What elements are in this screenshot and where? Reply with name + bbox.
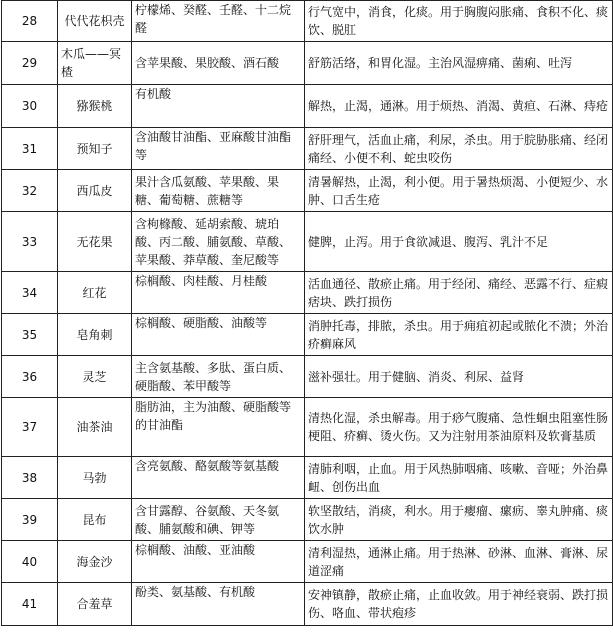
herb-name: 无花果 (58, 212, 132, 272)
herb-name: 合羞草 (58, 583, 132, 626)
row-number: 36 (2, 356, 58, 398)
herb-components: 棕榈酸、肉桂酸、月桂酸 (132, 272, 305, 314)
row-number: 34 (2, 272, 58, 314)
herb-components: 柠檬烯、癸醛、壬醛、十二烷醛 (132, 1, 305, 42)
row-number: 41 (2, 583, 58, 626)
row-number: 35 (2, 314, 58, 356)
row-number: 38 (2, 457, 58, 499)
herb-components: 棕榈酸、硬脂酸、油酸等 (132, 314, 305, 356)
herb-name: 昆布 (58, 499, 132, 541)
herb-effects: 软坚散结，消痰，利水。用于瘿瘤、瘰疬、睾丸肿痛、痰饮水肿 (305, 499, 613, 541)
row-number: 28 (2, 1, 58, 42)
row-number: 32 (2, 170, 58, 212)
herb-name: 马勃 (58, 457, 132, 499)
table-row (2, 1, 613, 42)
herb-name: 代代花枳壳 (58, 1, 132, 42)
herb-components: 棕榈酸、油酸、亚油酸 (132, 541, 305, 583)
table-row (2, 583, 613, 626)
herb-components: 主含氨基酸、多肽、蛋白质、硬脂酸、苯甲酸等 (132, 356, 305, 398)
herb-components: 果汁含瓜氨酸、苹果酸、果糖、葡萄糖、蔗糖等 (132, 170, 305, 212)
herb-name: 红花 (58, 272, 132, 314)
row-number: 29 (2, 42, 58, 85)
herb-effects: 滋补强壮。用于健脑、消炎、利尿、益肾 (305, 356, 613, 398)
herb-name: 木瓜——冥楂 (58, 42, 132, 85)
herb-components: 含油酸甘油酯、亚麻酸甘油酯等 (132, 128, 305, 170)
herb-name: 西瓜皮 (58, 170, 132, 212)
herb-name: 皂角刺 (58, 314, 132, 356)
herb-effects: 消肿托毒，排脓，杀虫。用于痈疽初起或脓化不溃；外治疥癣麻风 (305, 314, 613, 356)
herb-components: 含苹果酸、果胶酸、酒石酸 (132, 42, 305, 85)
table-row (2, 85, 613, 128)
herb-name: 海金沙 (58, 541, 132, 583)
table-row (2, 128, 613, 170)
table-row (2, 541, 613, 583)
herb-components: 酚类、氨基酸、有机酸 (132, 583, 305, 626)
herb-components: 含甘露醇、谷氨酸、天冬氨酸、脯氨酸和碘、钾等 (132, 499, 305, 541)
herb-effects: 清利湿热，通淋止痛。用于热淋、砂淋、血淋、膏淋、尿道涩痛 (305, 541, 613, 583)
herb-effects: 清暑解热，止渴，利小便。用于暑热烦渴、小便短少、水肿、口舌生疮 (305, 170, 613, 212)
herb-components: 含枸橼酸、延胡索酸、琥珀酸、丙二酸、脯氨酸、草酸、苹果酸、莽草酸、奎尼酸等 (132, 212, 305, 272)
table-row (2, 314, 613, 356)
table-row (2, 356, 613, 398)
herb-name: 预知子 (58, 128, 132, 170)
table-row (2, 457, 613, 499)
herb-name: 猕猴桃 (58, 85, 132, 128)
row-number: 39 (2, 499, 58, 541)
table-row (2, 42, 613, 85)
table-row (2, 170, 613, 212)
table-row (2, 272, 613, 314)
herb-name: 灵芝 (58, 356, 132, 398)
table-row (2, 398, 613, 457)
herb-effects: 解热，止渴，通淋。用于烦热、消渴、黄疸、石淋、痔疮 (305, 85, 613, 128)
herb-components: 含亮氨酸、酪氨酸等氨基酸 (132, 457, 305, 499)
row-number: 37 (2, 398, 58, 457)
herb-effects: 清热化湿，杀虫解毒。用于痧气腹痛、急性蛔虫阻塞性肠梗阻、疥癣、烫火伤。又为注射用茶油原料及软膏基质 (305, 398, 613, 457)
herb-effects: 舒筋活络，和胃化湿。主治风湿痹痛、菌痢、吐泻 (305, 42, 613, 85)
row-number: 33 (2, 212, 58, 272)
herb-components: 脂肪油，主为油酸、硬脂酸等的甘油酯 (132, 398, 305, 457)
row-number: 40 (2, 541, 58, 583)
herb-effects: 舒肝理气，活血止痛，利尿，杀虫。用于脘胁胀痛、经闭痛经、小便不利、蛇虫咬伤 (305, 128, 613, 170)
row-number: 31 (2, 128, 58, 170)
herb-effects: 安神镇静，散瘀止痛，止血收敛。用于神经衰弱、跌打损伤、咯血、带状疱疹 (305, 583, 613, 626)
table-row (2, 499, 613, 541)
herb-effects: 健脾，止泻。用于食欲减退、腹泻、乳汁不足 (305, 212, 613, 272)
herb-name: 油茶油 (58, 398, 132, 457)
herb-effects: 清肺利咽，止血。用于风热肺咽痛、咳嗽、音哑；外治鼻衄、创伤出血 (305, 457, 613, 499)
herb-effects: 行气宽中，消食，化痰。用于胸腹闷胀痛、食积不化、痰饮、脱肛 (305, 1, 613, 42)
table-row (2, 212, 613, 272)
herb-table (1, 0, 613, 626)
row-number: 30 (2, 85, 58, 128)
herb-effects: 活血通径、散瘀止痛。用于经闭、痛经、恶露不行、症瘕痞块、跌打损伤 (305, 272, 613, 314)
herb-components: 有机酸 (132, 85, 305, 128)
